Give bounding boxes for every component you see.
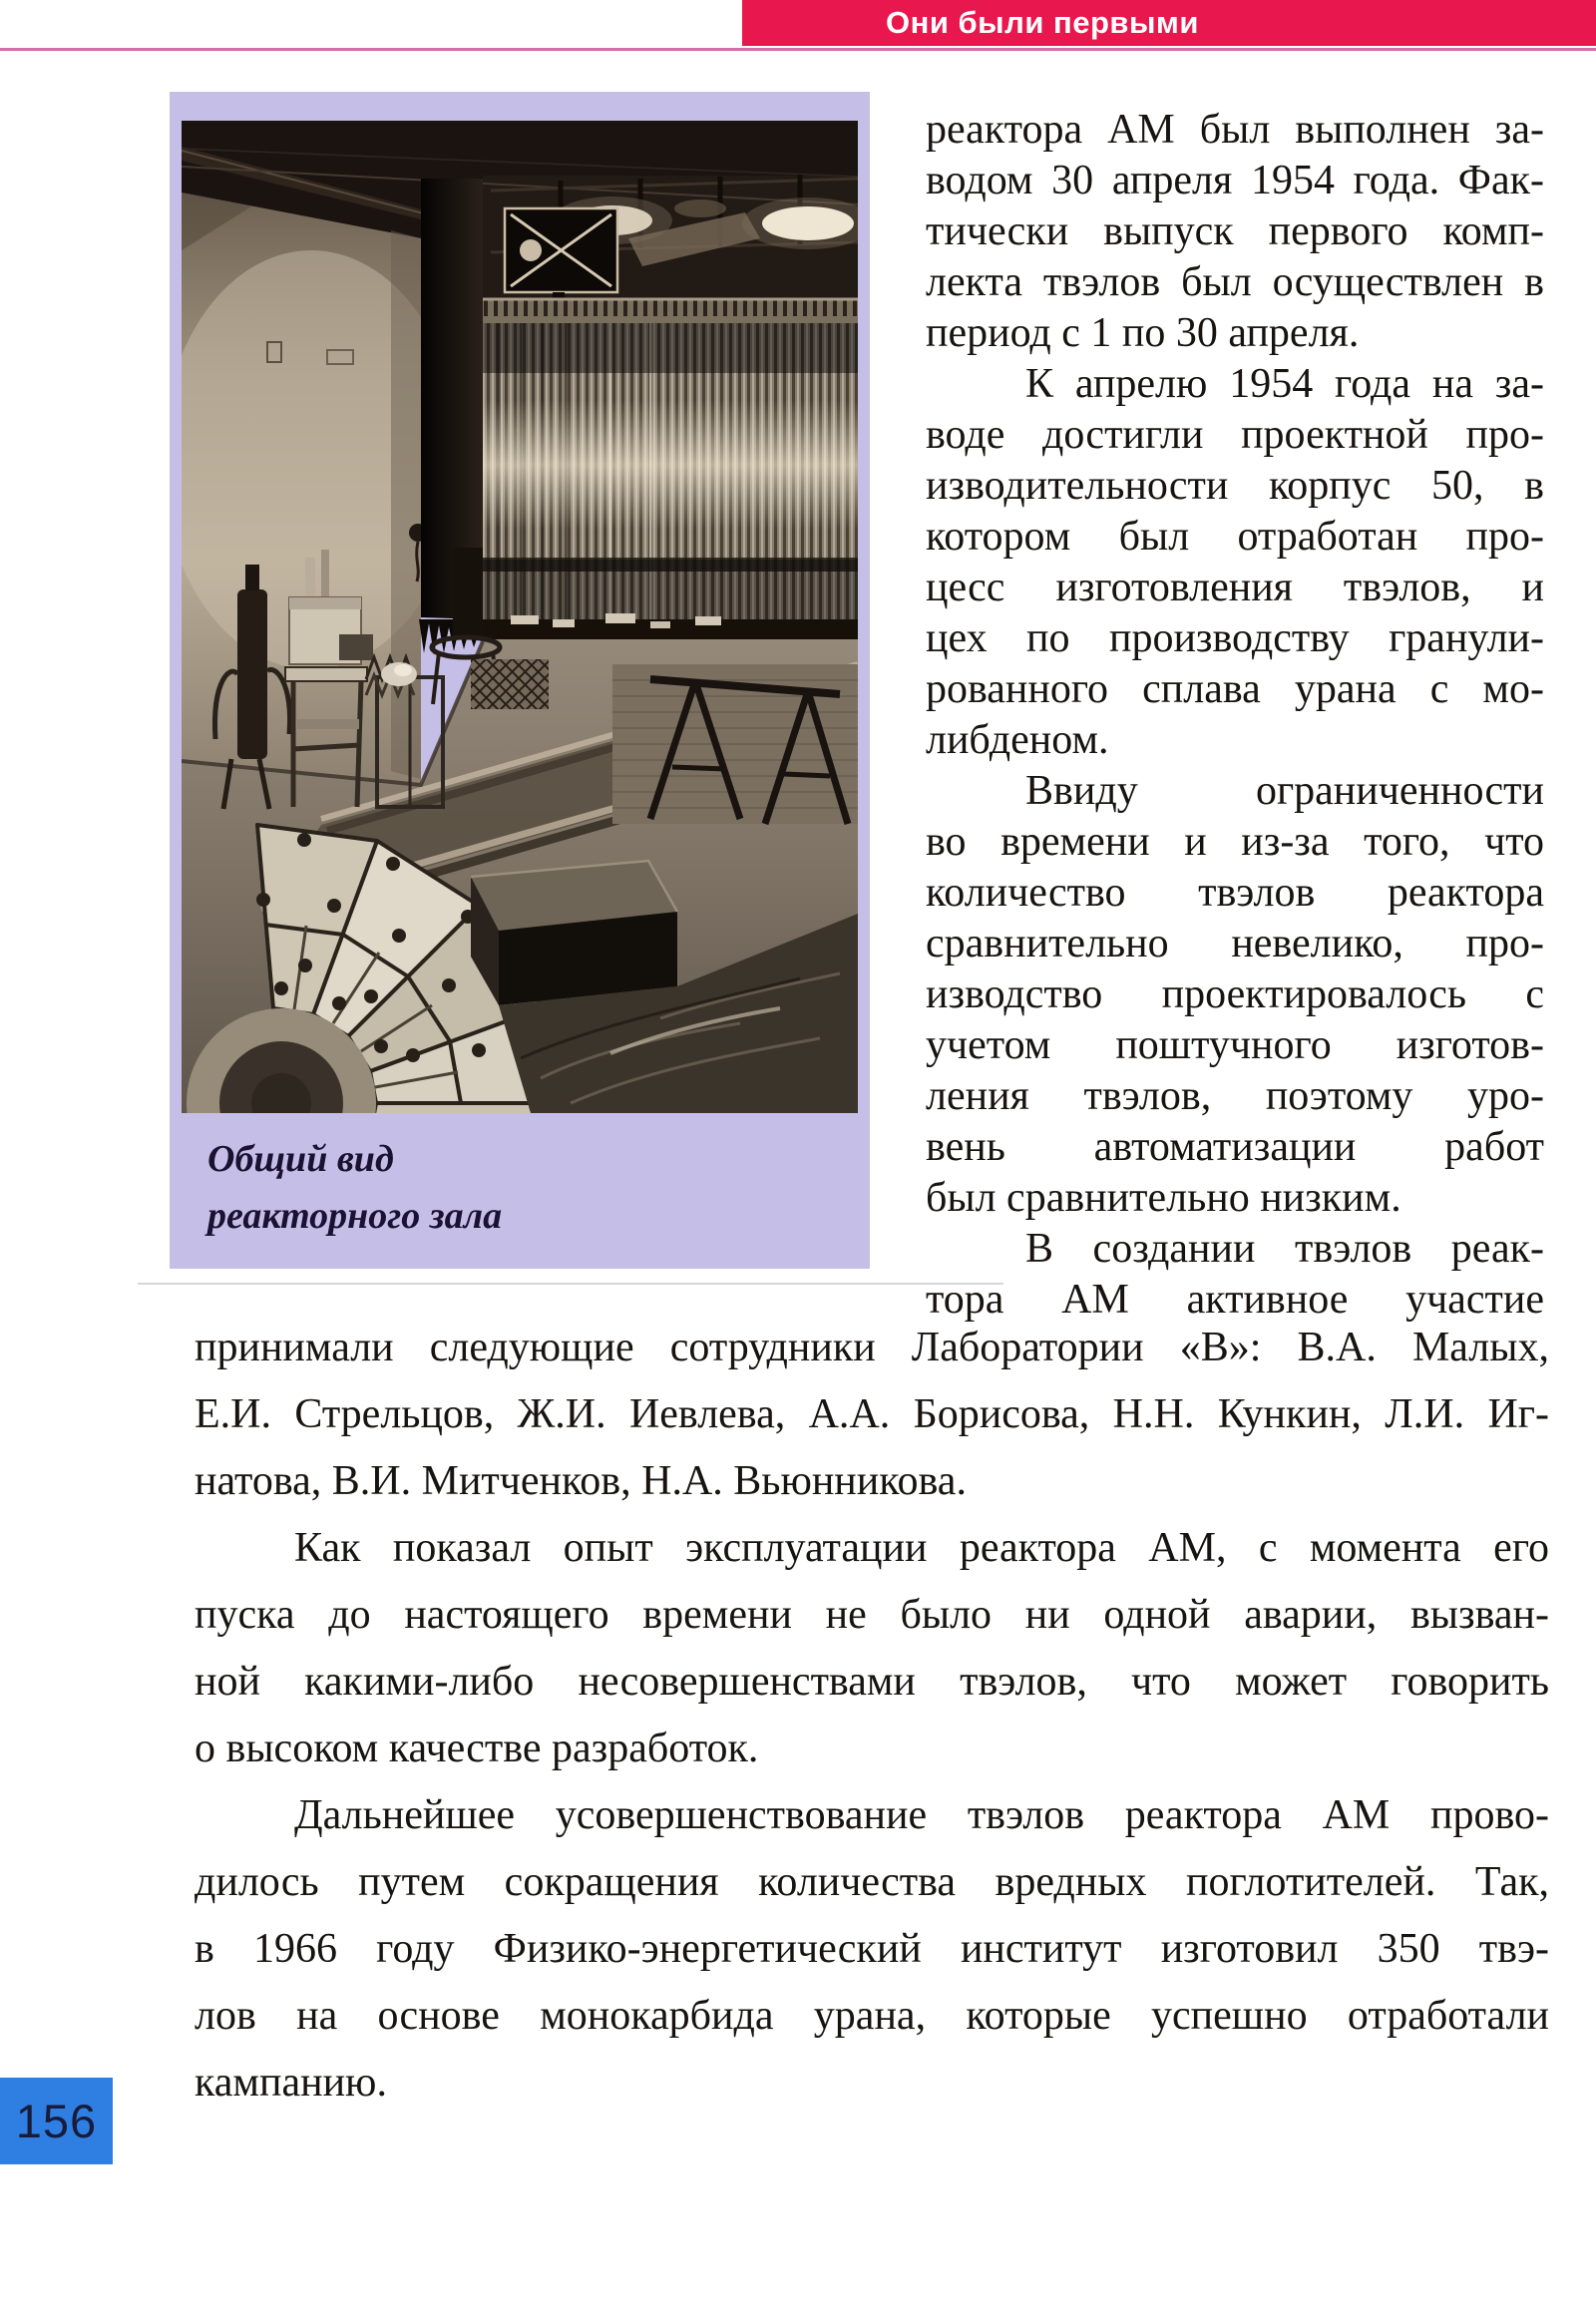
text-line: котором был отработан про- (926, 514, 1544, 560)
text-line: натова, В.И. Митченков, Н.А. Вьюнникова. (195, 1458, 967, 1504)
photo-vent-hood (505, 208, 617, 300)
text-line: ления твэлов, поэтому уро- (926, 1073, 1544, 1119)
text-line: реакторного зала (207, 1195, 503, 1237)
text-line: В создании твэлов реак- (1025, 1226, 1544, 1272)
text-line: тора АМ активное участие (926, 1277, 1544, 1323)
photo-left-wall (182, 192, 461, 784)
text-line: водом 30 апреля 1954 года. Фак- (926, 158, 1544, 203)
photo-trestle (612, 664, 858, 824)
figure-underline (138, 1283, 1003, 1285)
body-text-full-width (195, 1315, 1549, 2117)
text-line: дилось путем сокращения количества вредных поглотителей. Так, (195, 1859, 1549, 1905)
text-line: цесс изготовления твэлов, и (926, 565, 1544, 610)
text-line: ной какими-либо несовершенствами твэлов, что может говорить (195, 1659, 1549, 1705)
text-line: принимали следующие сотрудники Лаборатории «В»: В.А. Малых, (195, 1325, 1549, 1370)
photo-reactor-face (481, 298, 858, 639)
text-line: К апрелю 1954 года на за- (1025, 361, 1544, 407)
page-number: 156 (15, 2095, 98, 2147)
photo-corner-column (419, 179, 483, 655)
text-line: количество твэлов реактора (926, 870, 1544, 916)
text-line: рованного сплава урана с мо- (926, 666, 1544, 712)
text-line: период с 1 по 30 апреля. (926, 310, 1360, 356)
text-line: учетом поштучного изготов- (926, 1022, 1544, 1068)
text-line: тически выпуск первого комп- (926, 208, 1544, 254)
header-rule (0, 48, 1596, 51)
text-line: цех по производству гранули- (926, 615, 1544, 661)
text-line: Как показал опыт эксплуатации реактора АМ, с момента его (294, 1525, 1549, 1571)
text-line: изводство проектировалось с (926, 971, 1544, 1017)
body-text-right-column (926, 105, 1544, 1326)
text-line: изводительности корпус 50, в (926, 463, 1544, 509)
reactor-photo-figure (170, 92, 870, 1269)
chapter-title: Они были первыми (886, 5, 1199, 40)
text-line: Общий вид (207, 1138, 394, 1180)
text-line: либденом. (926, 717, 1109, 763)
text-line: в 1966 году Физико-энергетический институт изготовил 350 твэ- (195, 1926, 1549, 1972)
text-line: сравнительно невелико, про- (926, 921, 1544, 966)
text-line: Дальнейшее усовершенствование твэлов реактора АМ прово- (294, 1792, 1549, 1838)
photo-dark-box (471, 861, 677, 1005)
photo-caption (207, 1131, 826, 1245)
text-line: пуска до настоящего времени не было ни одной аварии, вызван- (195, 1592, 1549, 1638)
text-line: кампанию. (195, 2060, 387, 2106)
text-line: воде достигли проектной про- (926, 412, 1544, 458)
text-line: лекта твэлов был осуществлен в (926, 259, 1544, 305)
text-line: во времени и из-за того, что (926, 819, 1544, 865)
text-line: о высоком качестве разработок. (195, 1726, 759, 1771)
reactor-hall-photo (182, 121, 858, 1113)
text-line: был сравнительно низким. (926, 1175, 1401, 1221)
text-line: лов на основе монокарбида урана, которые успешно отработали (195, 1993, 1549, 2039)
text-line: реактора АМ был выполнен за- (926, 107, 1544, 153)
text-line: вень автоматизации работ (926, 1124, 1544, 1170)
text-line: Ввиду ограниченности (1025, 768, 1544, 814)
chapter-header-banner (742, 0, 1596, 46)
page-number-badge (0, 2078, 113, 2164)
text-line: Е.И. Стрельцов, Ж.И. Иевлева, А.А. Борисова, Н.Н. Кункин, Л.И. Иг- (195, 1391, 1549, 1437)
